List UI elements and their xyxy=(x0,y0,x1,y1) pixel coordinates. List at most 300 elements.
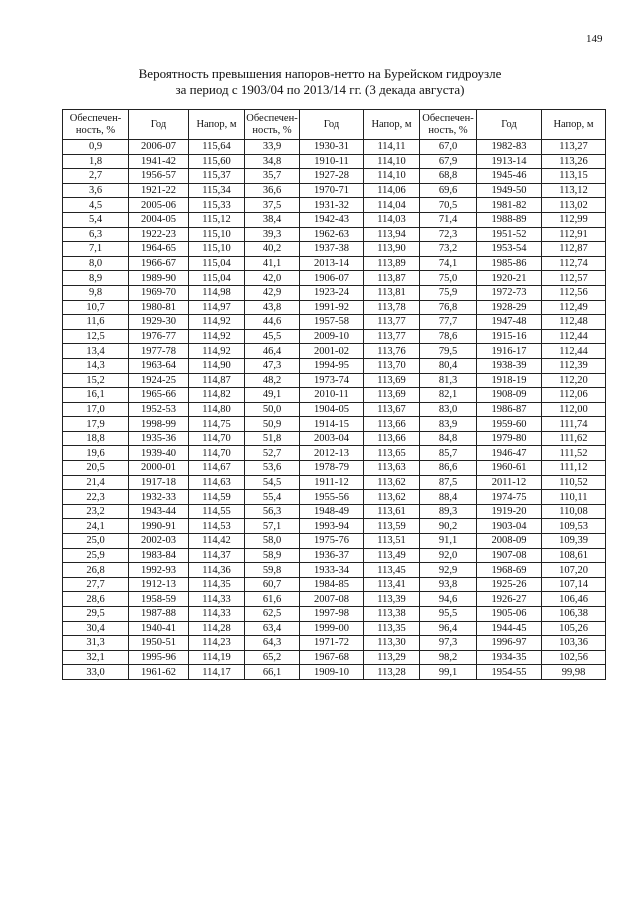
column-header-supply-percent xyxy=(63,110,129,140)
cell-head-m: 99,98 xyxy=(542,665,606,680)
cell-year: 2006-07 xyxy=(129,140,189,155)
table-row xyxy=(63,169,606,184)
cell-year: 1920-21 xyxy=(477,271,542,286)
cell-year: 2003-04 xyxy=(300,431,364,446)
column-header-head-m xyxy=(542,110,606,140)
cell-year: 1966-67 xyxy=(129,256,189,271)
cell-year: 1974-75 xyxy=(477,490,542,505)
cell-head-m: 114,11 xyxy=(364,140,420,155)
cell-supply-percent: 65,2 xyxy=(245,650,300,665)
cell-supply-percent: 17,0 xyxy=(63,402,129,417)
table-row xyxy=(63,519,606,534)
cell-head-m: 114,04 xyxy=(364,198,420,213)
cell-head-m: 113,66 xyxy=(364,431,420,446)
cell-head-m: 113,78 xyxy=(364,300,420,315)
cell-head-m: 114,67 xyxy=(189,461,245,476)
cell-supply-percent: 75,9 xyxy=(420,285,477,300)
table-row xyxy=(63,212,606,227)
cell-head-m: 114,82 xyxy=(189,388,245,403)
cell-head-m: 109,53 xyxy=(542,519,606,534)
cell-head-m: 112,57 xyxy=(542,271,606,286)
cell-head-m: 114,70 xyxy=(189,446,245,461)
cell-year: 1977-78 xyxy=(129,344,189,359)
cell-year: 2012-13 xyxy=(300,446,364,461)
cell-head-m: 113,26 xyxy=(542,154,606,169)
cell-head-m: 112,56 xyxy=(542,285,606,300)
cell-supply-percent: 55,4 xyxy=(245,490,300,505)
column-header-line: ность, % xyxy=(75,124,116,136)
cell-supply-percent: 74,1 xyxy=(420,256,477,271)
cell-year: 1973-74 xyxy=(300,373,364,388)
cell-head-m: 114,06 xyxy=(364,183,420,198)
cell-supply-percent: 24,1 xyxy=(63,519,129,534)
table-row xyxy=(63,431,606,446)
cell-year: 1949-50 xyxy=(477,183,542,198)
cell-supply-percent: 19,6 xyxy=(63,446,129,461)
cell-year: 1985-86 xyxy=(477,256,542,271)
cell-year: 1955-56 xyxy=(300,490,364,505)
cell-supply-percent: 81,3 xyxy=(420,373,477,388)
table-row xyxy=(63,388,606,403)
cell-year: 1911-12 xyxy=(300,475,364,490)
cell-supply-percent: 50,9 xyxy=(245,417,300,432)
cell-year: 1971-72 xyxy=(300,636,364,651)
cell-year: 1953-54 xyxy=(477,242,542,257)
cell-year: 1939-40 xyxy=(129,446,189,461)
cell-year: 1984-85 xyxy=(300,577,364,592)
cell-supply-percent: 40,2 xyxy=(245,242,300,257)
cell-year: 2004-05 xyxy=(129,212,189,227)
cell-head-m: 114,17 xyxy=(189,665,245,680)
cell-year: 1906-07 xyxy=(300,271,364,286)
column-header-year xyxy=(477,110,542,140)
cell-supply-percent: 96,4 xyxy=(420,621,477,636)
column-header-line: ность, % xyxy=(252,124,292,136)
cell-year: 1934-35 xyxy=(477,650,542,665)
cell-head-m: 113,41 xyxy=(364,577,420,592)
cell-year: 1914-15 xyxy=(300,417,364,432)
table-row xyxy=(63,358,606,373)
cell-head-m: 113,66 xyxy=(364,417,420,432)
cell-head-m: 113,29 xyxy=(364,650,420,665)
cell-supply-percent: 1,8 xyxy=(63,154,129,169)
page-number: 149 xyxy=(586,33,603,45)
column-header-line: Обеспечен- xyxy=(69,112,122,124)
cell-supply-percent: 67,0 xyxy=(420,140,477,155)
cell-year: 1998-99 xyxy=(129,417,189,432)
cell-supply-percent: 29,5 xyxy=(63,607,129,622)
column-header-head-m xyxy=(189,110,245,140)
cell-year: 1909-10 xyxy=(300,665,364,680)
cell-supply-percent: 42,9 xyxy=(245,285,300,300)
cell-year: 1941-42 xyxy=(129,154,189,169)
cell-head-m: 114,10 xyxy=(364,169,420,184)
cell-head-m: 115,12 xyxy=(189,212,245,227)
cell-supply-percent: 67,9 xyxy=(420,154,477,169)
cell-supply-percent: 60,7 xyxy=(245,577,300,592)
head-exceedance-table xyxy=(62,109,606,680)
cell-supply-percent: 48,2 xyxy=(245,373,300,388)
cell-head-m: 113,49 xyxy=(364,548,420,563)
cell-supply-percent: 88,4 xyxy=(420,490,477,505)
table-row xyxy=(63,490,606,505)
cell-head-m: 113,45 xyxy=(364,563,420,578)
cell-head-m: 112,44 xyxy=(542,344,606,359)
cell-year: 1957-58 xyxy=(300,315,364,330)
cell-year: 1923-24 xyxy=(300,285,364,300)
cell-head-m: 111,12 xyxy=(542,461,606,476)
cell-head-m: 114,33 xyxy=(189,592,245,607)
cell-year: 2013-14 xyxy=(300,256,364,271)
cell-supply-percent: 37,5 xyxy=(245,198,300,213)
cell-year: 1951-52 xyxy=(477,227,542,242)
column-header-line: Напор, м xyxy=(196,118,237,130)
cell-year: 1991-92 xyxy=(300,300,364,315)
cell-supply-percent: 52,7 xyxy=(245,446,300,461)
cell-year: 1961-62 xyxy=(129,665,189,680)
cell-head-m: 111,62 xyxy=(542,431,606,446)
cell-supply-percent: 59,8 xyxy=(245,563,300,578)
column-header-line: Обеспечен- xyxy=(422,112,474,124)
cell-head-m: 113,39 xyxy=(364,592,420,607)
cell-head-m: 114,55 xyxy=(189,504,245,519)
cell-supply-percent: 73,2 xyxy=(420,242,477,257)
cell-supply-percent: 32,1 xyxy=(63,650,129,665)
cell-supply-percent: 10,7 xyxy=(63,300,129,315)
cell-head-m: 106,38 xyxy=(542,607,606,622)
cell-year: 1910-11 xyxy=(300,154,364,169)
cell-year: 1979-80 xyxy=(477,431,542,446)
cell-year: 1993-94 xyxy=(300,519,364,534)
cell-supply-percent: 91,1 xyxy=(420,534,477,549)
table-row xyxy=(63,285,606,300)
cell-year: 1912-13 xyxy=(129,577,189,592)
table-row xyxy=(63,563,606,578)
table-body xyxy=(63,140,606,680)
cell-head-m: 113,69 xyxy=(364,373,420,388)
cell-head-m: 115,60 xyxy=(189,154,245,169)
cell-year: 1969-70 xyxy=(129,285,189,300)
cell-year: 1938-39 xyxy=(477,358,542,373)
cell-year: 1932-33 xyxy=(129,490,189,505)
cell-head-m: 113,89 xyxy=(364,256,420,271)
cell-supply-percent: 6,3 xyxy=(63,227,129,242)
cell-head-m: 112,91 xyxy=(542,227,606,242)
table-row xyxy=(63,607,606,622)
cell-year: 1988-89 xyxy=(477,212,542,227)
table-row xyxy=(63,242,606,257)
cell-head-m: 114,90 xyxy=(189,358,245,373)
cell-head-m: 114,92 xyxy=(189,315,245,330)
cell-head-m: 113,65 xyxy=(364,446,420,461)
cell-year: 1963-64 xyxy=(129,358,189,373)
cell-year: 1908-09 xyxy=(477,388,542,403)
cell-head-m: 112,06 xyxy=(542,388,606,403)
cell-head-m: 113,30 xyxy=(364,636,420,651)
column-header-line: Напор, м xyxy=(553,118,594,130)
cell-supply-percent: 25,0 xyxy=(63,534,129,549)
table-row xyxy=(63,504,606,519)
cell-year: 1981-82 xyxy=(477,198,542,213)
cell-year: 1936-37 xyxy=(300,548,364,563)
cell-year: 1960-61 xyxy=(477,461,542,476)
cell-year: 2001-02 xyxy=(300,344,364,359)
cell-year: 1903-04 xyxy=(477,519,542,534)
cell-year: 1997-98 xyxy=(300,607,364,622)
cell-head-m: 114,63 xyxy=(189,475,245,490)
cell-head-m: 106,46 xyxy=(542,592,606,607)
cell-supply-percent: 22,3 xyxy=(63,490,129,505)
cell-head-m: 114,37 xyxy=(189,548,245,563)
cell-head-m: 114,53 xyxy=(189,519,245,534)
cell-head-m: 115,37 xyxy=(189,169,245,184)
cell-year: 1962-63 xyxy=(300,227,364,242)
cell-supply-percent: 7,1 xyxy=(63,242,129,257)
cell-head-m: 109,39 xyxy=(542,534,606,549)
cell-supply-percent: 42,0 xyxy=(245,271,300,286)
cell-supply-percent: 51,8 xyxy=(245,431,300,446)
cell-head-m: 114,35 xyxy=(189,577,245,592)
cell-supply-percent: 61,6 xyxy=(245,592,300,607)
cell-year: 1967-68 xyxy=(300,650,364,665)
cell-year: 1935-36 xyxy=(129,431,189,446)
cell-year: 1921-22 xyxy=(129,183,189,198)
cell-year: 1983-84 xyxy=(129,548,189,563)
cell-supply-percent: 63,4 xyxy=(245,621,300,636)
cell-head-m: 103,36 xyxy=(542,636,606,651)
cell-year: 1989-90 xyxy=(129,271,189,286)
cell-supply-percent: 44,6 xyxy=(245,315,300,330)
cell-supply-percent: 16,1 xyxy=(63,388,129,403)
cell-supply-percent: 83,0 xyxy=(420,402,477,417)
cell-supply-percent: 33,0 xyxy=(63,665,129,680)
cell-head-m: 112,48 xyxy=(542,315,606,330)
cell-supply-percent: 13,4 xyxy=(63,344,129,359)
cell-head-m: 112,74 xyxy=(542,256,606,271)
table-row xyxy=(63,183,606,198)
cell-supply-percent: 84,8 xyxy=(420,431,477,446)
cell-year: 2011-12 xyxy=(477,475,542,490)
column-header-year xyxy=(129,110,189,140)
cell-head-m: 113,81 xyxy=(364,285,420,300)
cell-year: 1929-30 xyxy=(129,315,189,330)
column-header-supply-percent xyxy=(420,110,477,140)
cell-supply-percent: 20,5 xyxy=(63,461,129,476)
column-header-supply-percent xyxy=(245,110,300,140)
table-row xyxy=(63,417,606,432)
table-row xyxy=(63,315,606,330)
cell-supply-percent: 66,1 xyxy=(245,665,300,680)
cell-supply-percent: 27,7 xyxy=(63,577,129,592)
cell-head-m: 105,26 xyxy=(542,621,606,636)
cell-year: 1946-47 xyxy=(477,446,542,461)
cell-year: 1992-93 xyxy=(129,563,189,578)
cell-year: 1930-31 xyxy=(300,140,364,155)
table-row xyxy=(63,227,606,242)
cell-supply-percent: 95,5 xyxy=(420,607,477,622)
cell-head-m: 114,97 xyxy=(189,300,245,315)
cell-year: 1964-65 xyxy=(129,242,189,257)
cell-year: 1956-57 xyxy=(129,169,189,184)
cell-year: 1972-73 xyxy=(477,285,542,300)
table-row xyxy=(63,621,606,636)
cell-head-m: 115,10 xyxy=(189,242,245,257)
table-row xyxy=(63,446,606,461)
cell-year: 1952-53 xyxy=(129,402,189,417)
cell-supply-percent: 72,3 xyxy=(420,227,477,242)
cell-head-m: 113,87 xyxy=(364,271,420,286)
cell-head-m: 115,34 xyxy=(189,183,245,198)
cell-year: 1916-17 xyxy=(477,344,542,359)
column-header-line: Год xyxy=(501,118,517,130)
cell-year: 1950-51 xyxy=(129,636,189,651)
cell-head-m: 108,61 xyxy=(542,548,606,563)
table-row xyxy=(63,577,606,592)
cell-supply-percent: 30,4 xyxy=(63,621,129,636)
cell-supply-percent: 64,3 xyxy=(245,636,300,651)
cell-head-m: 113,38 xyxy=(364,607,420,622)
cell-supply-percent: 46,4 xyxy=(245,344,300,359)
column-header-year xyxy=(300,110,364,140)
cell-year: 1980-81 xyxy=(129,300,189,315)
cell-supply-percent: 26,8 xyxy=(63,563,129,578)
cell-supply-percent: 85,7 xyxy=(420,446,477,461)
cell-year: 1925-26 xyxy=(477,577,542,592)
cell-supply-percent: 98,2 xyxy=(420,650,477,665)
cell-head-m: 113,70 xyxy=(364,358,420,373)
cell-head-m: 114,70 xyxy=(189,431,245,446)
cell-head-m: 114,92 xyxy=(189,329,245,344)
table-row xyxy=(63,665,606,680)
cell-supply-percent: 39,3 xyxy=(245,227,300,242)
cell-supply-percent: 68,8 xyxy=(420,169,477,184)
cell-head-m: 113,90 xyxy=(364,242,420,257)
cell-supply-percent: 76,8 xyxy=(420,300,477,315)
cell-head-m: 113,63 xyxy=(364,461,420,476)
cell-supply-percent: 92,0 xyxy=(420,548,477,563)
cell-year: 1940-41 xyxy=(129,621,189,636)
cell-head-m: 113,62 xyxy=(364,475,420,490)
cell-head-m: 111,52 xyxy=(542,446,606,461)
cell-supply-percent: 78,6 xyxy=(420,329,477,344)
table-row xyxy=(63,534,606,549)
cell-supply-percent: 90,2 xyxy=(420,519,477,534)
cell-head-m: 113,15 xyxy=(542,169,606,184)
cell-head-m: 115,04 xyxy=(189,271,245,286)
table-row xyxy=(63,140,606,155)
cell-supply-percent: 89,3 xyxy=(420,504,477,519)
cell-year: 1994-95 xyxy=(300,358,364,373)
table-row xyxy=(63,373,606,388)
cell-year: 1943-44 xyxy=(129,504,189,519)
cell-supply-percent: 70,5 xyxy=(420,198,477,213)
cell-supply-percent: 79,5 xyxy=(420,344,477,359)
cell-head-m: 114,80 xyxy=(189,402,245,417)
cell-year: 1905-06 xyxy=(477,607,542,622)
cell-supply-percent: 25,9 xyxy=(63,548,129,563)
cell-supply-percent: 2,7 xyxy=(63,169,129,184)
cell-year: 2007-08 xyxy=(300,592,364,607)
cell-supply-percent: 69,6 xyxy=(420,183,477,198)
cell-year: 1913-14 xyxy=(477,154,542,169)
cell-head-m: 115,33 xyxy=(189,198,245,213)
cell-supply-percent: 33,9 xyxy=(245,140,300,155)
cell-head-m: 114,19 xyxy=(189,650,245,665)
cell-supply-percent: 49,1 xyxy=(245,388,300,403)
cell-supply-percent: 9,8 xyxy=(63,285,129,300)
cell-year: 1958-59 xyxy=(129,592,189,607)
cell-year: 1917-18 xyxy=(129,475,189,490)
column-header-line: Год xyxy=(150,118,167,130)
cell-supply-percent: 99,1 xyxy=(420,665,477,680)
cell-supply-percent: 50,0 xyxy=(245,402,300,417)
cell-supply-percent: 92,9 xyxy=(420,563,477,578)
cell-head-m: 110,52 xyxy=(542,475,606,490)
cell-year: 2010-11 xyxy=(300,388,364,403)
cell-supply-percent: 54,5 xyxy=(245,475,300,490)
table-row xyxy=(63,548,606,563)
table-row xyxy=(63,650,606,665)
cell-head-m: 114,92 xyxy=(189,344,245,359)
cell-head-m: 112,20 xyxy=(542,373,606,388)
table-row xyxy=(63,329,606,344)
cell-year: 1959-60 xyxy=(477,417,542,432)
cell-head-m: 113,02 xyxy=(542,198,606,213)
cell-year: 1927-28 xyxy=(300,169,364,184)
cell-head-m: 107,20 xyxy=(542,563,606,578)
cell-head-m: 114,36 xyxy=(189,563,245,578)
column-header-head-m xyxy=(364,110,420,140)
cell-head-m: 112,00 xyxy=(542,402,606,417)
cell-year: 1933-34 xyxy=(300,563,364,578)
cell-head-m: 102,56 xyxy=(542,650,606,665)
cell-supply-percent: 14,3 xyxy=(63,358,129,373)
cell-year: 2002-03 xyxy=(129,534,189,549)
cell-supply-percent: 3,6 xyxy=(63,183,129,198)
cell-head-m: 114,42 xyxy=(189,534,245,549)
column-header-line: Напор, м xyxy=(371,118,412,130)
cell-supply-percent: 5,4 xyxy=(63,212,129,227)
cell-year: 2000-01 xyxy=(129,461,189,476)
cell-head-m: 113,28 xyxy=(364,665,420,680)
cell-head-m: 112,87 xyxy=(542,242,606,257)
cell-supply-percent: 43,8 xyxy=(245,300,300,315)
cell-year: 1945-46 xyxy=(477,169,542,184)
cell-supply-percent: 77,7 xyxy=(420,315,477,330)
cell-supply-percent: 15,2 xyxy=(63,373,129,388)
cell-year: 1987-88 xyxy=(129,607,189,622)
cell-head-m: 110,08 xyxy=(542,504,606,519)
cell-supply-percent: 86,6 xyxy=(420,461,477,476)
cell-supply-percent: 12,5 xyxy=(63,329,129,344)
table-row xyxy=(63,300,606,315)
cell-head-m: 113,27 xyxy=(542,140,606,155)
column-header-line: ность, % xyxy=(428,124,468,136)
cell-head-m: 111,74 xyxy=(542,417,606,432)
table-row xyxy=(63,461,606,476)
cell-supply-percent: 45,5 xyxy=(245,329,300,344)
cell-year: 1907-08 xyxy=(477,548,542,563)
cell-supply-percent: 34,8 xyxy=(245,154,300,169)
cell-year: 1954-55 xyxy=(477,665,542,680)
cell-supply-percent: 4,5 xyxy=(63,198,129,213)
cell-year: 1978-79 xyxy=(300,461,364,476)
cell-supply-percent: 17,9 xyxy=(63,417,129,432)
cell-year: 1948-49 xyxy=(300,504,364,519)
cell-supply-percent: 83,9 xyxy=(420,417,477,432)
cell-year: 1970-71 xyxy=(300,183,364,198)
cell-supply-percent: 57,1 xyxy=(245,519,300,534)
